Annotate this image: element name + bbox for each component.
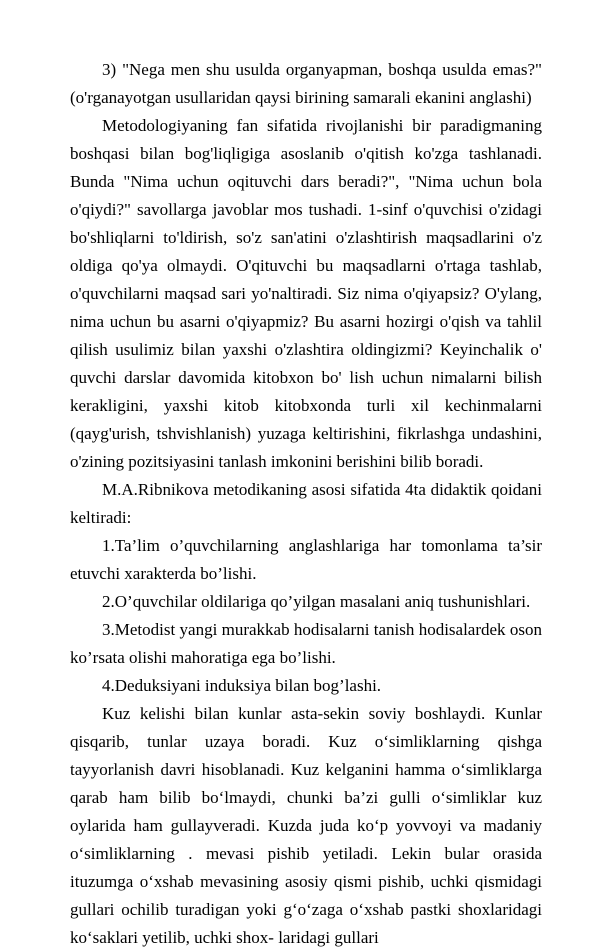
paragraph-autumn: Kuz kelishi bilan kunlar asta-sekin soviy boshlaydi. Kunlar qisqarib, tunlar uzaya boradi. Kuz o‘simliklarning qishga tayyorlanish davri hisoblanadi. Kuz kelganini hamma o‘simliklarga qarab ham bilib bo‘lmaydi, chunki ba’zi gulli o‘simliklar kuz oylarida ham gullayveradi. Kuzda juda ko‘p yovvoyi va madaniy o‘simliklarning . mevasi pishib yetiladi. Lekin bular orasida ituzumga o‘xshab mevasining asosiy qismi pishib, uchki qismidagi gullari ochilib turadigan yoki g‘o‘zaga o‘xshab pastki shoxlaridagi ko‘saklari yetilib, uchki shox- laridagi gullari (70, 704, 542, 947)
list-item-3: 3.Metodist yangi murakkab hodisalarni tanish hodisalardek oson ko’rsata olishi mahoratiga ega bo’lishi. (70, 620, 542, 667)
paragraph-2: Metodologiyaning fan sifatida rivojlanishi bir paradigmaning boshqasi bilan bog'liqligiga asoslanib o'qitish ko'zga tashlanadi. Bunda "Nima uchun oqituvchi dars beradi?", "Nima uchun bola o'qiydi?" savollarga javoblar mos tushadi. 1-sinf o'quvchisi o'zidagi bo'shliqlarni to'ldirish, so'z san'atini o'zlashtirish maqsadlarini o'z oldiga qo'ya olmaydi. O'qituvchi bu maqsadlarni o'rtaga tashlab, o'quvchilarni maqsad sari yo'naltiradi. Siz nima o'qiyapsiz? O'ylang, nima uchun bu asarni o'qiyapmiz? Bu asarni hozirgi o'qish va tahlil qilish usulimiz bilan yaxshi o'zlashtira oldingizmi? Keyinchalik o' quvchi darslar davomida kitobxon bo' lish uchun nimalarni bilish kerakligini, yaxshi kitob kitobxonda turli xil kechinmalarni (qayg'urish, tshvishlanish) yuzaga keltirishini, fikrlashga undashini, o'zining pozitsiyasini tanlash imkonini berishini bilib boradi. (70, 116, 542, 471)
list-item-1: 1.Ta’lim o’quvchilarning anglashlariga har tomonlama ta’sir etuvchi xarakterda bo’lishi. (70, 536, 542, 583)
paragraph-1: 3) "Nega men shu usulda organyapman, boshqa usulda emas?" (o'rganayotgan usullaridan qaysi birining samarali ekanini anglashi) (70, 60, 542, 107)
list-item-2: 2.O’quvchilar oldilariga qo’yilgan masalani aniq tushunishlari. (102, 592, 531, 611)
list-item-4: 4.Deduksiyani induksiya bilan bog’lashi. (102, 676, 382, 695)
paragraph-3: M.A.Ribnikova metodikaning asosi sifatida 4ta didaktik qoidani keltiradi: (70, 480, 542, 527)
document-body (70, 56, 542, 952)
